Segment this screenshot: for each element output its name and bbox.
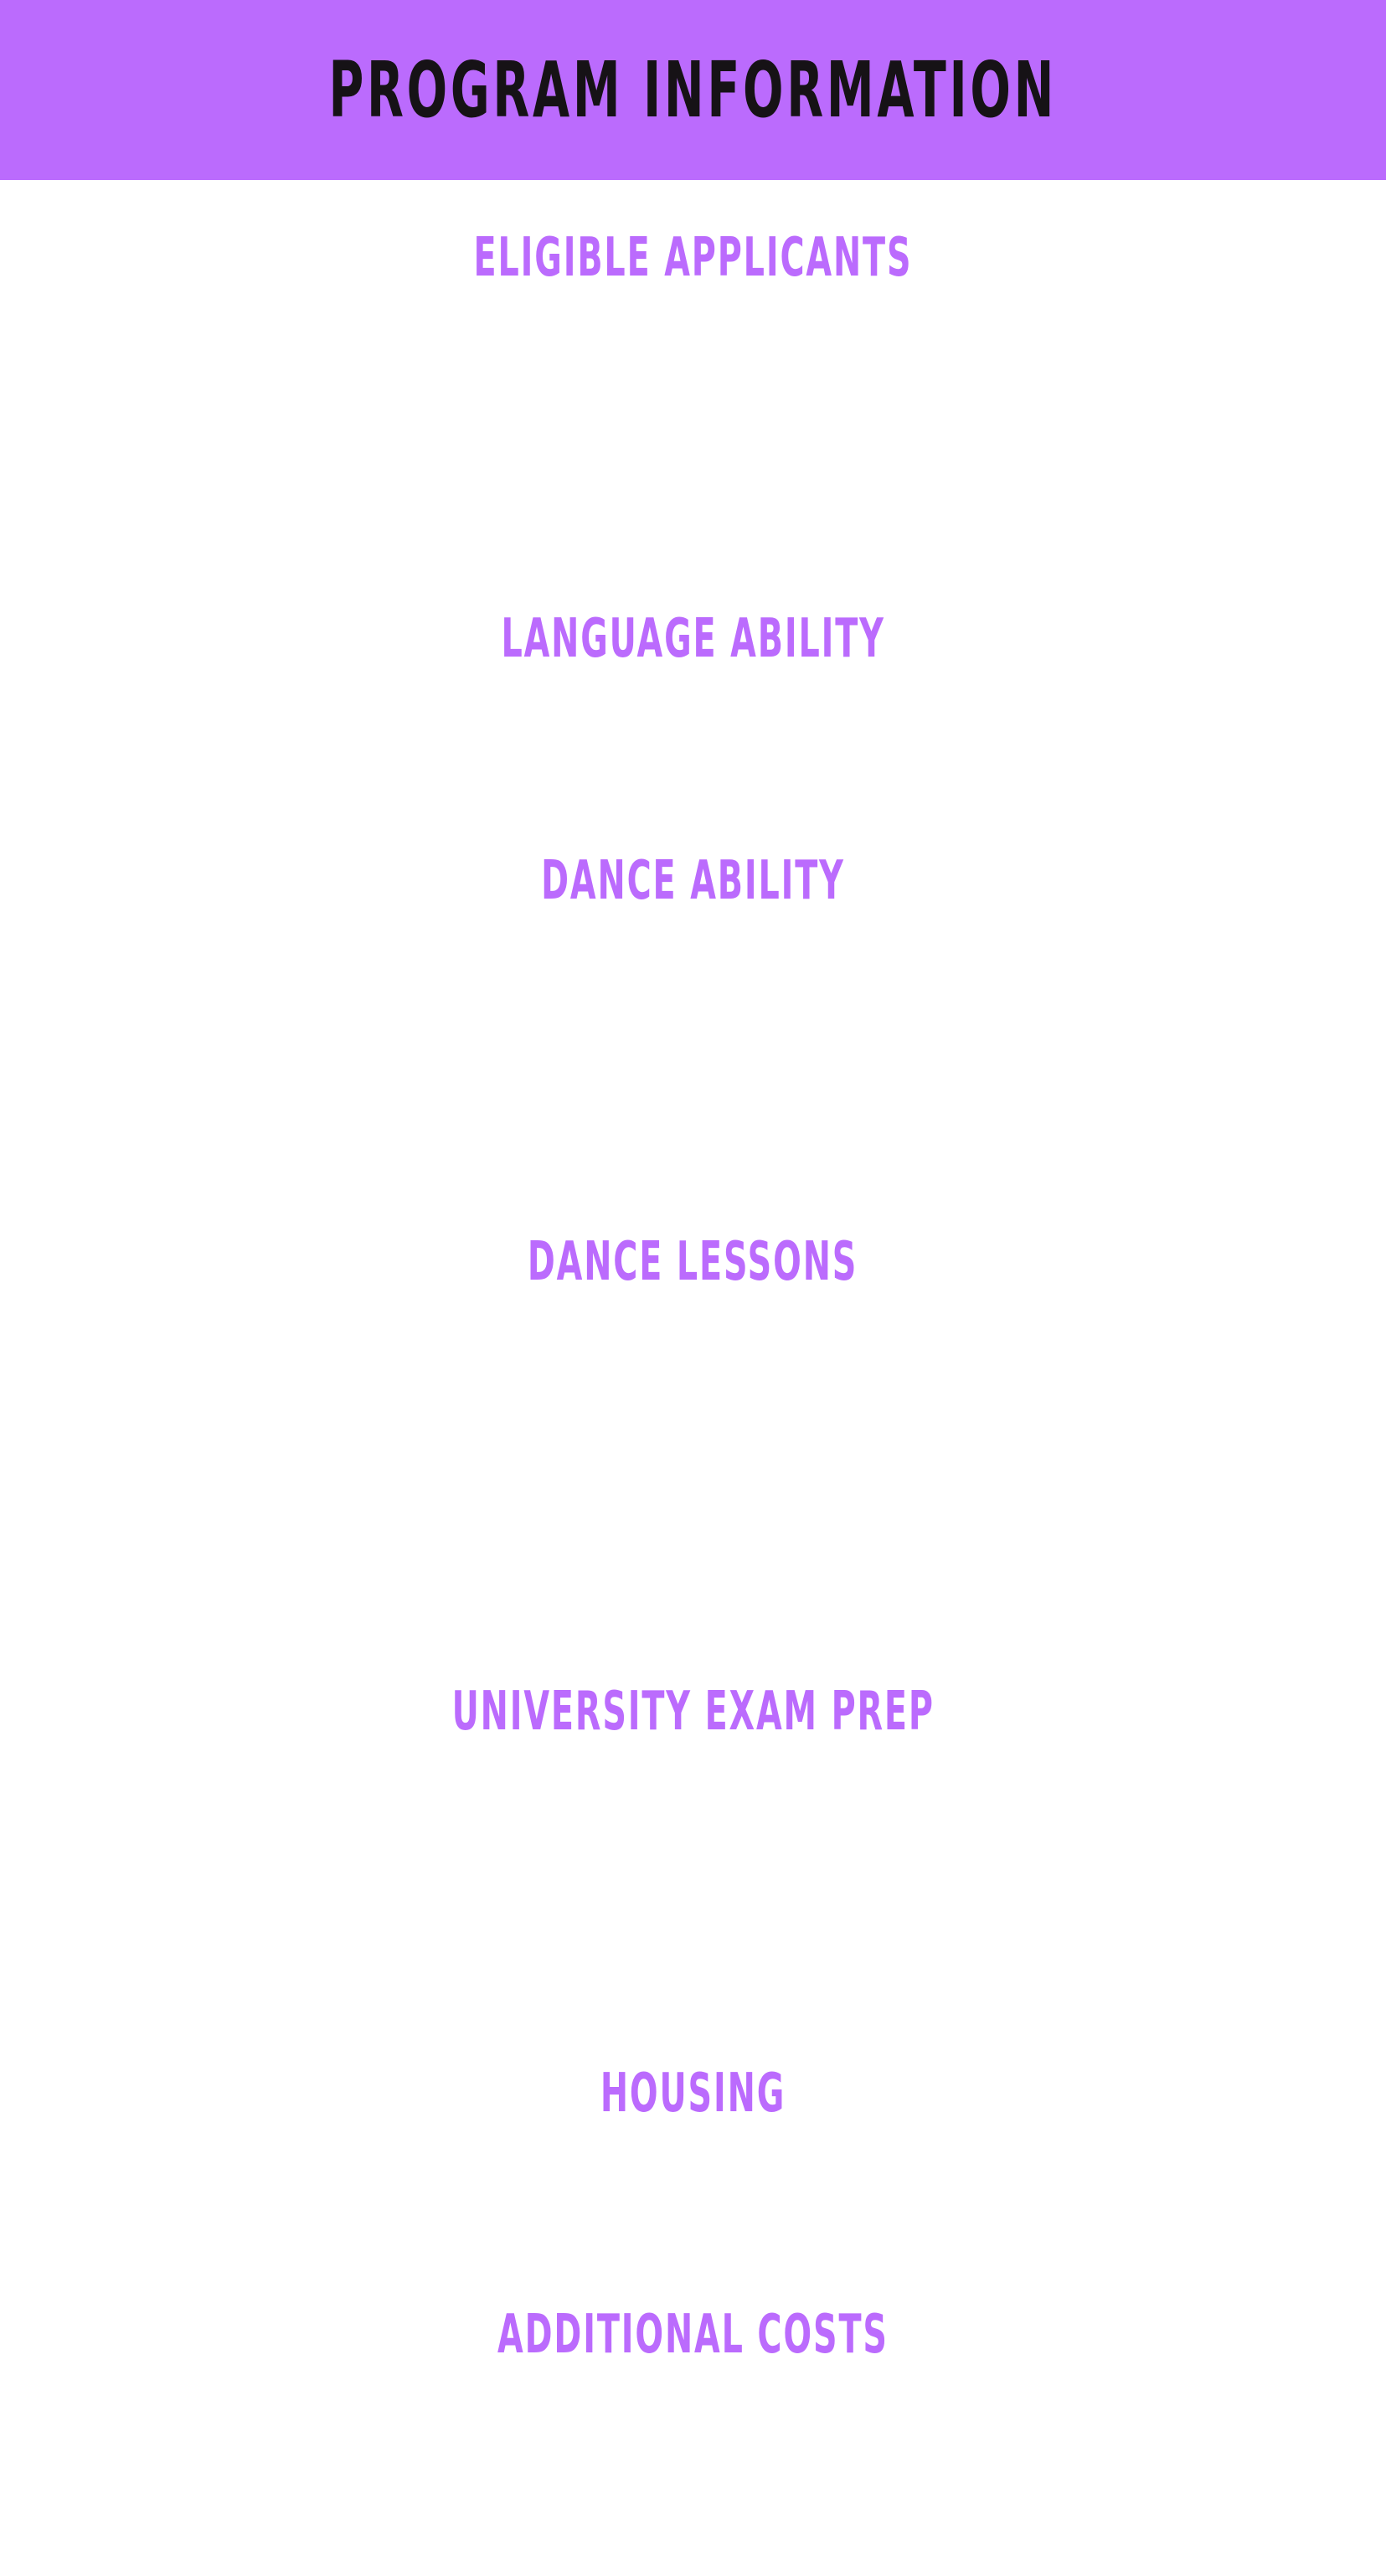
section-heading-language-ability xyxy=(0,605,1386,672)
section-heading-text: UNIVERSITY EXAM PREP xyxy=(451,1681,935,1743)
section-heading-dance-lessons xyxy=(0,1229,1386,1296)
section-heading-text: ELIGIBLE APPLICANTS xyxy=(473,227,913,289)
section-heading-text: ADDITIONAL COSTS xyxy=(497,2304,889,2366)
section-heading-dance-ability xyxy=(0,848,1386,914)
section-heading-housing xyxy=(0,2060,1386,2127)
section-heading-university-exam-prep xyxy=(0,1678,1386,1745)
section-heading-additional-costs xyxy=(0,2301,1386,2368)
section-heading-text: HOUSING xyxy=(600,2063,786,2125)
section-heading-text: LANGUAGE ABILITY xyxy=(501,608,885,670)
page-title-text: PROGRAM INFORMATION xyxy=(328,45,1058,135)
section-heading-eligible-applicants xyxy=(0,224,1386,291)
section-heading-text: DANCE ABILITY xyxy=(541,850,845,912)
header-banner xyxy=(0,0,1386,180)
section-heading-text: DANCE LESSONS xyxy=(528,1231,858,1293)
page-title xyxy=(0,0,1386,180)
